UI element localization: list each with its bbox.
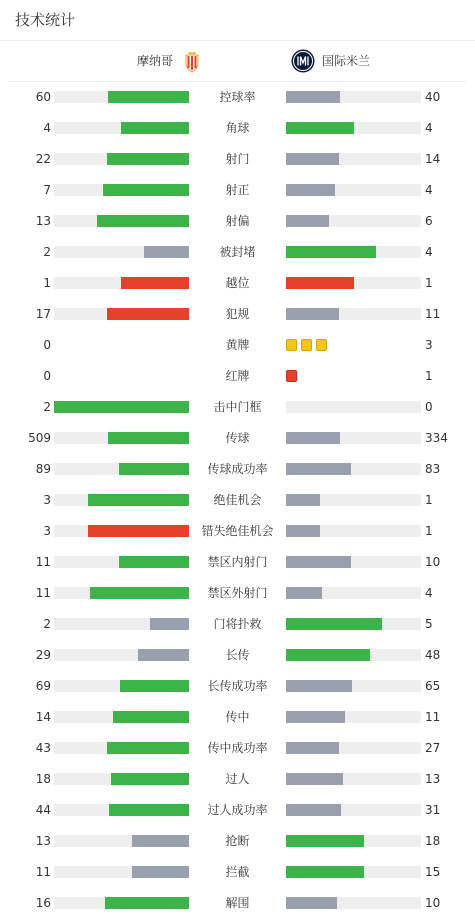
stat-label: 禁区外射门 [207,586,268,600]
home-stat-value: 4 [43,121,51,135]
stat-row [0,361,475,392]
home-stat-value: 16 [35,896,51,910]
away-stat-value: 334 [425,431,448,445]
away-stat-bar [286,432,421,444]
home-stat-value: 44 [35,803,51,817]
home-stat-value: 2 [43,245,51,259]
stat-label: 黄牌 [225,338,250,352]
home-stat-value: 7 [43,183,51,197]
away-stat-value: 14 [425,152,441,166]
home-stat-bar [54,897,189,909]
stat-label: 传中成功率 [207,741,268,755]
home-stat-bar-fill [150,618,189,630]
home-stat-bar [54,835,189,847]
yellow-card-icon [301,339,312,351]
away-stat-bar [286,773,421,785]
away-stat-bar-fill [286,277,354,289]
home-stat-bar [54,618,189,630]
stat-label: 抢断 [225,834,250,848]
stat-row [0,299,475,330]
home-stat-bar-fill [113,711,189,723]
stat-label: 射门 [225,152,250,166]
home-stat-value: 13 [35,214,51,228]
away-stat-bar [286,91,421,103]
away-cards [286,370,301,382]
away-stat-bar-fill [286,897,337,909]
home-stat-value: 29 [35,648,51,662]
away-stat-bar [286,587,421,599]
teams-row [8,41,466,82]
home-stat-value: 0 [43,338,51,352]
away-stat-bar-fill [286,804,341,816]
home-stat-bar [54,91,189,103]
monaco-crest-icon [180,49,204,73]
home-stat-bar-fill [121,277,189,289]
home-stat-value: 3 [43,524,51,538]
stat-row [0,423,475,454]
stat-row [0,237,475,268]
stat-label: 犯规 [225,307,250,321]
home-stat-bar [54,587,189,599]
away-stat-value: 15 [425,865,441,879]
away-stat-bar [286,184,421,196]
home-stat-value: 13 [35,834,51,848]
home-stat-bar-fill [121,122,189,134]
home-stat-value: 11 [35,555,51,569]
away-stat-bar [286,401,421,413]
page-title: 技术统计 [15,11,76,29]
away-stat-value: 10 [425,896,441,910]
home-stat-bar-fill [107,153,189,165]
away-stat-bar [286,122,421,134]
away-stat-value: 5 [425,617,433,631]
home-stat-value: 18 [35,772,51,786]
away-stat-value: 4 [425,121,433,135]
home-stat-bar-fill [107,308,189,320]
home-team-name: 摩纳哥 [136,54,173,68]
home-stat-bar-fill [105,897,189,909]
home-stat-bar [54,556,189,568]
away-stat-bar-fill [286,773,343,785]
away-stat-bar-fill [286,215,329,227]
inter-milan-crest-icon [291,49,315,73]
stat-label: 过人成功率 [207,803,268,817]
stats-list [0,82,475,919]
away-stat-value: 40 [425,90,441,104]
away-stat-bar-fill [286,866,364,878]
home-stat-bar-fill [111,773,189,785]
away-stat-value: 13 [425,772,441,786]
away-stat-bar [286,277,421,289]
away-stat-value: 11 [425,710,441,724]
stat-label: 绝佳机会 [213,493,262,507]
away-stat-bar-fill [286,122,354,134]
away-stat-value: 1 [425,276,433,290]
home-stat-bar-fill [108,432,189,444]
away-stat-bar-fill [286,463,351,475]
stat-row [0,702,475,733]
stat-row [0,392,475,423]
home-stat-bar-fill [108,91,189,103]
stat-label: 错失绝佳机会 [201,524,274,538]
stat-label: 拦截 [225,865,250,879]
away-stat-value: 1 [425,369,433,383]
away-stat-bar-fill [286,649,370,661]
away-team[interactable] [291,50,370,72]
stat-row [0,268,475,299]
home-team[interactable] [137,50,204,72]
home-stat-bar-fill [109,804,189,816]
home-stat-bar-fill [119,463,189,475]
away-cards [286,339,331,351]
away-stat-value: 31 [425,803,441,817]
stat-label: 射正 [225,183,250,197]
away-stat-bar [286,618,421,630]
red-card-icon [286,370,297,382]
home-stat-bar [54,773,189,785]
home-stat-bar [54,308,189,320]
away-team-name: 国际米兰 [322,54,371,68]
away-stat-bar-fill [286,153,339,165]
home-stat-value: 60 [35,90,51,104]
stat-label: 角球 [225,121,250,135]
stat-row [0,795,475,826]
home-stat-value: 2 [43,400,51,414]
home-stat-bar-fill [54,401,189,413]
away-stat-value: 83 [425,462,441,476]
away-stat-value: 3 [425,338,433,352]
home-stat-bar-fill [119,556,189,568]
away-stat-bar-fill [286,246,376,258]
stat-row [0,113,475,144]
home-stat-bar [54,680,189,692]
home-stat-bar-fill [107,742,189,754]
home-stat-bar-fill [88,494,189,506]
stat-label: 传中 [225,710,250,724]
away-stat-bar-fill [286,680,352,692]
home-stat-bar [54,401,189,413]
away-stat-bar [286,649,421,661]
away-stat-bar-fill [286,525,320,537]
stat-label: 传球 [225,431,250,445]
stat-row [0,826,475,857]
home-stat-value: 3 [43,493,51,507]
stat-row [0,640,475,671]
home-stat-bar-fill [103,184,189,196]
stat-label: 长传 [225,648,250,662]
away-stat-bar [286,680,421,692]
home-stat-bar-fill [90,587,189,599]
home-stat-bar [54,432,189,444]
stat-label: 长传成功率 [207,679,268,693]
away-stat-bar-fill [286,587,322,599]
away-stat-value: 4 [425,245,433,259]
home-stat-bar [54,246,189,258]
away-stat-value: 6 [425,214,433,228]
home-stat-bar [54,215,189,227]
home-stat-bar [54,525,189,537]
away-stat-bar [286,494,421,506]
home-stat-bar [54,742,189,754]
stat-label: 射偏 [225,214,250,228]
stat-row [0,206,475,237]
away-stat-value: 65 [425,679,441,693]
away-stat-value: 18 [425,834,441,848]
away-stat-bar [286,866,421,878]
away-stat-value: 4 [425,586,433,600]
stat-row [0,888,475,919]
away-stat-bar-fill [286,618,382,630]
home-stat-bar-fill [97,215,189,227]
yellow-card-icon [286,339,297,351]
stat-row [0,330,475,361]
away-stat-bar [286,835,421,847]
stats-header [0,0,475,41]
home-stat-bar [54,711,189,723]
stat-row [0,609,475,640]
stat-row [0,175,475,206]
home-stat-bar-fill [144,246,189,258]
stat-row [0,857,475,888]
away-stat-bar [286,153,421,165]
home-stat-bar [54,277,189,289]
home-stat-value: 43 [35,741,51,755]
away-stat-bar [286,525,421,537]
stat-label: 传球成功率 [207,462,268,476]
away-stat-value: 27 [425,741,441,755]
stat-label: 击中门框 [213,400,262,414]
away-stat-bar [286,246,421,258]
stat-label: 禁区内射门 [207,555,268,569]
stat-row [0,516,475,547]
home-stat-value: 14 [35,710,51,724]
home-stat-value: 17 [35,307,51,321]
away-stat-bar-fill [286,494,320,506]
home-stat-bar-fill [138,649,189,661]
away-stat-bar [286,463,421,475]
away-stat-value: 48 [425,648,441,662]
stat-row [0,547,475,578]
stat-label: 越位 [225,276,250,290]
away-stat-bar [286,742,421,754]
home-stat-bar [54,184,189,196]
away-stat-bar [286,711,421,723]
home-stat-value: 2 [43,617,51,631]
stat-row [0,671,475,702]
away-stat-bar-fill [286,711,345,723]
stat-label: 过人 [225,772,250,786]
stat-label: 被封堵 [219,245,256,259]
home-stat-bar [54,463,189,475]
away-stat-bar-fill [286,432,340,444]
home-stat-value: 69 [35,679,51,693]
away-stat-bar [286,308,421,320]
home-stat-value: 89 [35,462,51,476]
home-stat-bar-fill [88,525,189,537]
home-stat-value: 22 [35,152,51,166]
stat-row [0,485,475,516]
away-stat-value: 11 [425,307,441,321]
stat-label: 解围 [225,896,250,910]
yellow-card-icon [316,339,327,351]
home-stat-bar [54,153,189,165]
home-stat-bar [54,804,189,816]
away-stat-bar-fill [286,835,364,847]
stat-label: 红牌 [225,369,250,383]
away-stat-bar-fill [286,184,335,196]
stat-label: 控球率 [219,90,256,104]
stat-row [0,764,475,795]
away-stat-bar-fill [286,308,339,320]
home-stat-bar-fill [132,866,189,878]
home-stat-value: 509 [28,431,51,445]
away-stat-value: 1 [425,493,433,507]
away-stat-bar [286,897,421,909]
stat-label: 门将扑救 [213,617,262,631]
home-stat-bar-fill [120,680,189,692]
stat-row [0,144,475,175]
away-stat-value: 1 [425,524,433,538]
away-stat-bar-fill [286,91,340,103]
home-stat-bar [54,866,189,878]
away-stat-value: 10 [425,555,441,569]
away-stat-bar [286,556,421,568]
home-stat-value: 0 [43,369,51,383]
home-stat-value: 11 [35,586,51,600]
stat-row [0,578,475,609]
away-stat-bar [286,215,421,227]
away-stat-bar-fill [286,556,351,568]
home-stat-bar [54,494,189,506]
stat-row [0,733,475,764]
away-stat-bar [286,804,421,816]
away-stat-value: 4 [425,183,433,197]
stat-row [0,454,475,485]
away-stat-bar-fill [286,742,339,754]
stat-row [0,82,475,113]
away-stat-value: 0 [425,400,433,414]
home-stat-value: 1 [43,276,51,290]
home-stat-bar [54,649,189,661]
home-stat-value: 11 [35,865,51,879]
home-stat-bar-fill [132,835,189,847]
home-stat-bar [54,122,189,134]
